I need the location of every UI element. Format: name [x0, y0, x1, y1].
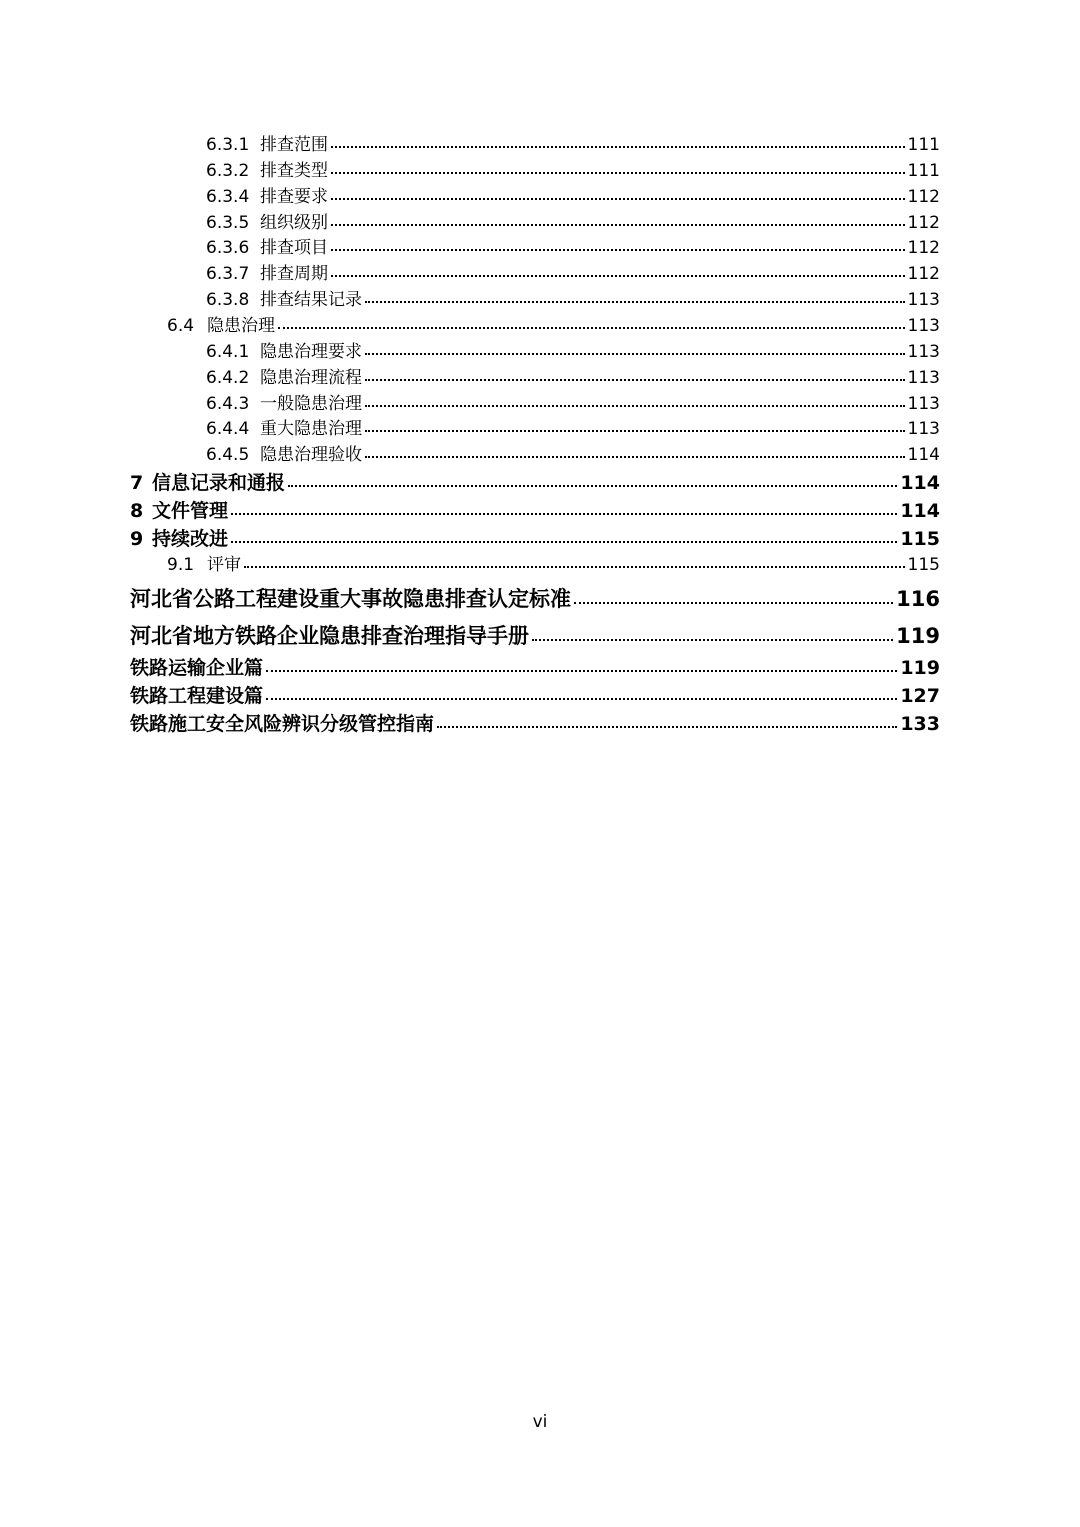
toc-entry-title: 文件管理	[152, 500, 229, 522]
dot-leader	[331, 266, 905, 277]
toc-entry-title: 隐患治理流程	[260, 368, 362, 388]
dot-leader	[532, 627, 893, 641]
toc-entry-number: 6.4	[167, 316, 195, 336]
toc-entry-page: 112	[907, 264, 940, 284]
toc-entry[interactable]	[206, 440, 940, 465]
toc-entry-page: 116	[896, 587, 940, 611]
toc-entry-number: 6.3.1	[206, 135, 250, 155]
toc-entry-page: 119	[900, 657, 940, 679]
dot-leader	[231, 531, 897, 543]
toc-entry-page: 111	[907, 161, 940, 181]
toc-entry-title: 排查项目	[260, 238, 328, 258]
dot-leader	[331, 240, 905, 251]
toc-entry[interactable]	[206, 285, 940, 310]
toc-entry-title: 河北省地方铁路企业隐患排查治理指导手册	[130, 624, 529, 648]
toc-entry-number: 8	[130, 500, 144, 522]
toc-entry-title: 信息记录和通报	[152, 472, 286, 494]
dot-leader	[331, 215, 905, 226]
toc-entry-title: 排查周期	[260, 264, 328, 284]
toc-entry-page: 113	[907, 316, 940, 336]
toc-entry-title: 评审	[207, 555, 241, 575]
toc-entry[interactable]	[206, 414, 940, 439]
toc-entry[interactable]	[130, 583, 940, 613]
toc-entry-title: 隐患治理	[207, 316, 275, 336]
dot-leader	[331, 189, 905, 200]
toc-entry-number: 6.3.5	[206, 213, 250, 233]
dot-leader	[365, 447, 905, 458]
toc-entry[interactable]	[130, 653, 940, 680]
toc-entry[interactable]	[130, 681, 940, 708]
toc-entry-number: 6.4.2	[206, 368, 250, 388]
toc-entry-title: 组织级别	[260, 213, 328, 233]
toc-entry-number: 6.3.8	[206, 290, 250, 310]
toc-entry-page: 112	[907, 213, 940, 233]
dot-leader	[365, 344, 905, 355]
toc-entry-title: 铁路运输企业篇	[130, 657, 264, 679]
toc-entry[interactable]	[130, 524, 940, 551]
toc-entry-title: 排查类型	[260, 161, 328, 181]
toc-entry[interactable]	[130, 468, 940, 495]
dot-leader	[365, 370, 905, 381]
toc-entry-title: 隐患治理要求	[260, 342, 362, 362]
toc-entry-title: 一般隐患治理	[260, 394, 362, 414]
toc-entry-page: 119	[896, 624, 940, 648]
toc-entry-title: 排查范围	[260, 135, 328, 155]
toc-entry[interactable]	[206, 130, 940, 155]
toc-entry-number: 6.4.1	[206, 342, 250, 362]
toc-entry[interactable]	[206, 156, 940, 181]
toc-entry-number: 7	[130, 472, 144, 494]
dot-leader	[244, 557, 905, 568]
toc-entry[interactable]	[206, 337, 940, 362]
dot-leader	[574, 590, 893, 604]
dot-leader	[278, 318, 905, 329]
toc-entry-page: 113	[907, 368, 940, 388]
toc-entry-number: 6.4.5	[206, 445, 250, 465]
toc-entry-page: 114	[907, 445, 940, 465]
toc-entry[interactable]	[206, 182, 940, 207]
toc-entry[interactable]	[167, 311, 940, 336]
toc-entry[interactable]	[167, 550, 940, 575]
toc-entry-page: 113	[907, 342, 940, 362]
dot-leader	[231, 503, 897, 515]
toc-entry-number: 6.3.6	[206, 238, 250, 258]
toc-entry-title: 铁路施工安全风险辨识分级管控指南	[130, 713, 435, 735]
toc-entry-number: 9.1	[167, 555, 195, 575]
toc-entry-title: 河北省公路工程建设重大事故隐患排查认定标准	[130, 587, 571, 611]
toc-entry-page: 133	[900, 713, 940, 735]
toc-entry[interactable]	[206, 259, 940, 284]
toc-entry[interactable]	[206, 389, 940, 414]
toc-entry-page: 127	[900, 685, 940, 707]
toc-entry-number: 6.3.4	[206, 187, 250, 207]
toc-entry-page: 114	[900, 500, 940, 522]
toc-entry-number: 6.4.4	[206, 419, 250, 439]
page-number-footer: vi	[532, 1412, 548, 1432]
toc-entry-page: 115	[900, 528, 940, 550]
toc-entry[interactable]	[206, 233, 940, 258]
toc-entry-title: 排查要求	[260, 187, 328, 207]
toc-entry-page: 113	[907, 394, 940, 414]
toc-entry-number: 6.3.7	[206, 264, 250, 284]
toc-entry-title: 排查结果记录	[260, 290, 362, 310]
toc-entry[interactable]	[130, 496, 940, 523]
toc-entry-title: 铁路工程建设篇	[130, 685, 264, 707]
dot-leader	[288, 475, 897, 487]
dot-leader	[331, 137, 905, 148]
toc-entry[interactable]	[206, 208, 940, 233]
dot-leader	[437, 716, 897, 728]
dot-leader	[266, 660, 897, 672]
toc-entry-page: 113	[907, 290, 940, 310]
dot-leader	[266, 688, 897, 700]
dot-leader	[365, 396, 905, 407]
toc-entry-page: 112	[907, 187, 940, 207]
toc-entry-title: 重大隐患治理	[260, 419, 362, 439]
toc-entry-page: 114	[900, 472, 940, 494]
toc-entry-page: 113	[907, 419, 940, 439]
toc-entry-page: 111	[907, 135, 940, 155]
toc-entry[interactable]	[130, 709, 940, 736]
toc-entry-title: 持续改进	[152, 528, 229, 550]
toc-entry[interactable]	[206, 363, 940, 388]
toc-entry[interactable]	[130, 620, 940, 650]
dot-leader	[365, 421, 905, 432]
toc-entry-number: 6.4.3	[206, 394, 250, 414]
toc-entry-page: 115	[907, 555, 940, 575]
toc-entry-number: 6.3.2	[206, 161, 250, 181]
toc-entry-page: 112	[907, 238, 940, 258]
dot-leader	[331, 163, 905, 174]
toc-entry-number: 9	[130, 528, 144, 550]
toc-entry-title: 隐患治理验收	[260, 445, 362, 465]
dot-leader	[365, 292, 905, 303]
